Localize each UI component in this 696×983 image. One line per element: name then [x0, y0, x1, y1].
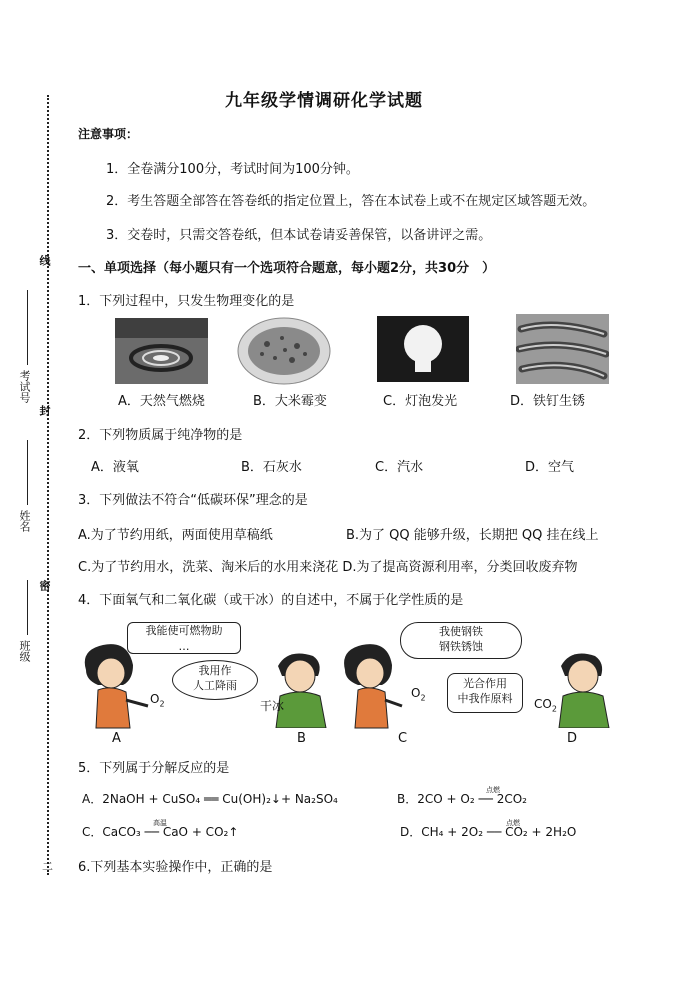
q4-bubble-c: [400, 622, 522, 659]
q4-o2-label-a: $O_2$: [150, 692, 165, 709]
boy-figure-d: [553, 648, 618, 728]
q4-bubble-a: [127, 622, 241, 654]
q5-option-b: B．2CO + O₂ ── 2CO₂: [397, 792, 527, 806]
margin-exam-no-label: 考试号: [18, 370, 31, 403]
margin-seal-char: 封: [38, 405, 51, 416]
q3-stem: 3．下列做法不符合“低碳环保”理念的是: [78, 493, 308, 508]
q4-co2-label: $CO_2$: [534, 697, 557, 714]
name-blank: [27, 440, 28, 505]
q1-option-d: D．铁钉生锈: [510, 394, 586, 409]
q4-bubble-b: [172, 660, 258, 700]
page-title: 九年级学情调研化学试题: [225, 91, 423, 111]
q1-option-a: A．天然气燃烧: [118, 394, 205, 409]
q4-bubble-a-more: …: [178, 640, 190, 653]
notice-item-3: 3．交卷时，只需交答卷纸，但本试卷请妥善保管，以备讲评之需。: [106, 228, 492, 243]
q5-option-d: D．CH₄ + 2O₂ ── CO₂ + 2H₂O: [400, 825, 577, 839]
q4-bubble-d: [447, 673, 523, 713]
q2-option-b: B．石灰水: [241, 460, 302, 475]
q5-stem: 5．下列属于分解反应的是: [78, 761, 230, 776]
margin-mark: 二: [42, 860, 53, 873]
q6-stem: 6.下列基本实验操作中，正确的是: [78, 860, 273, 875]
q2-option-d: D．空气: [525, 460, 575, 475]
q3-option-cd: C.为了节约用水，洗菜、淘米后的水用来浇花 D.为了提高资源利用率，分类回收废弃物: [78, 560, 578, 575]
q4-dry-ice-label: 干冰: [260, 699, 285, 713]
q5-option-a: A．2NaOH + CuSO₄ ══ Cu(OH)₂↓+ Na₂SO₄: [82, 792, 338, 806]
q4-bubble-c-line2: 钢铁锈蚀: [439, 640, 483, 653]
q3-option-a: A.为了节约用纸，两面使用草稿纸: [78, 528, 273, 543]
q4-letter-a: A: [112, 731, 121, 746]
margin-line-char: 线: [38, 255, 51, 266]
q4-bubble-d-line2: 中我作原料: [457, 692, 513, 705]
q5-d-condition: 点燃: [506, 819, 520, 827]
margin-name-label: 姓名: [18, 510, 31, 532]
q5-option-c: C．CaCO₃ ── CaO + CO₂↑: [82, 825, 239, 839]
q4-letter-b: B: [297, 731, 306, 746]
q2-stem: 2．下列物质属于纯净物的是: [78, 428, 243, 443]
class-blank: [27, 580, 28, 635]
q4-o2-label-c: $O_2$: [411, 686, 426, 703]
q2-option-a: A．液氧: [91, 460, 139, 475]
rusty-nails-image: [516, 314, 609, 384]
q5-c-condition: 高温: [153, 819, 167, 827]
q4-bubble-b-line2: 人工降雨: [193, 679, 237, 692]
q5-b-condition: 点燃: [486, 786, 500, 794]
q4-bubble-d-line1: 光合作用: [463, 677, 507, 690]
notice-header: 注意事项：: [78, 127, 139, 141]
q3-option-b: B.为了 QQ 能够升级，长期把 QQ 挂在线上: [346, 528, 599, 543]
q4-bubble-c-line1: 我使钢铁: [439, 625, 483, 638]
notice-item-1: 1．全卷满分100分，考试时间为100分钟。: [106, 162, 359, 177]
q4-letter-c: C: [398, 731, 408, 746]
gas-stove-image: [115, 318, 208, 384]
binding-dotted-line: [47, 95, 49, 875]
section-1-heading: 一、单项选择（每小题只有一个选项符合题意，每小题2分，共30分 ）: [78, 261, 496, 276]
q4-bubble-a-text: 我能使可燃物助: [145, 624, 223, 637]
boy-figure-b: [268, 648, 338, 728]
q4-stem: 4．下面氧气和二氧化碳（或干冰）的自述中，不属于化学性质的是: [78, 593, 464, 608]
q1-stem: 1．下列过程中，只发生物理变化的是: [78, 294, 295, 309]
moldy-rice-image: [237, 316, 332, 386]
margin-class-label: 班级: [18, 640, 31, 662]
q2-option-c: C．汽水: [375, 460, 424, 475]
q4-letter-d: D: [567, 731, 578, 746]
light-bulb-image: [377, 316, 469, 382]
exam-no-blank: [27, 290, 28, 365]
q1-option-b: B．大米霉变: [253, 394, 327, 409]
notice-item-2: 2．考生答题全部答在答卷纸的指定位置上，答在本试卷上或不在规定区域答题无效。: [106, 194, 596, 209]
q4-bubble-b-line1: 我用作: [198, 664, 232, 677]
q1-option-c: C．灯泡发光: [383, 394, 458, 409]
margin-secret-char: 密: [38, 580, 51, 591]
